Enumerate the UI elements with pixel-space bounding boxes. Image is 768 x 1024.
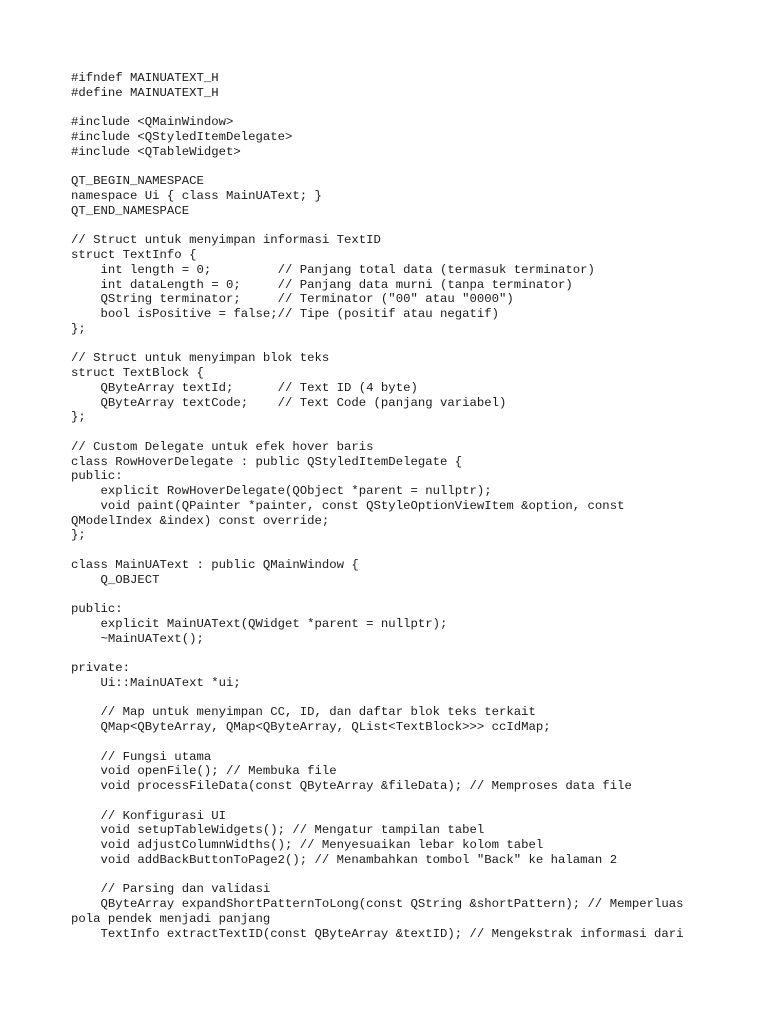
- code-line: void addBackButtonToPage2(); // Menambahkan tombol "Back" ke halaman 2: [71, 852, 618, 867]
- code-line: [71, 646, 751, 661]
- code-line: explicit MainUAText(QWidget *parent = nullptr);: [71, 616, 448, 631]
- code-line: QByteArray textCode; // Text Code (panjang variabel): [71, 395, 507, 410]
- code-line: namespace Ui { class MainUAText; }: [71, 189, 322, 203]
- code-line: [71, 160, 751, 175]
- code-line: pola pendek menjadi panjang: [71, 911, 271, 926]
- code-line: QMap<QByteArray, QMap<QByteArray, QList<TextBlock>>> ccIdMap;: [71, 720, 551, 734]
- code-line: #ifndef MAINUATEXT_H: [71, 71, 219, 85]
- code-line: QString terminator; // Terminator ("00" atau "0000"): [71, 292, 514, 307]
- code-line: private:: [71, 661, 131, 675]
- code-line: ~MainUAText();: [71, 631, 204, 646]
- code-line: // Custom Delegate untuk efek hover baris: [71, 439, 374, 454]
- source-code-listing: [71, 71, 751, 941]
- code-line: Ui::MainUAText *ui;: [71, 675, 241, 690]
- code-line: #define MAINUATEXT_H: [71, 85, 219, 100]
- code-line: QByteArray expandShortPatternToLong(const QString &shortPattern); // Memperluas: [71, 897, 684, 911]
- code-line: int dataLength = 0; // Panjang data murni (tanpa terminator): [71, 277, 573, 292]
- code-line: void paint(QPainter *painter, const QStyleOptionViewItem &option, const: [71, 498, 625, 513]
- code-line: QByteArray textId; // Text ID (4 byte): [71, 380, 418, 395]
- code-line: void processFileData(const QByteArray &fileData); // Memproses data file: [71, 779, 632, 793]
- code-line: [71, 691, 751, 706]
- code-line: [71, 868, 751, 883]
- code-line: [71, 101, 751, 116]
- code-line: #include <QMainWindow>: [71, 115, 234, 130]
- code-line: void setupTableWidgets(); // Mengatur tampilan tabel: [71, 823, 485, 838]
- code-line: [71, 794, 751, 809]
- code-line: [71, 735, 751, 750]
- code-line: };: [71, 528, 86, 543]
- code-line: // Parsing dan validasi: [71, 882, 271, 897]
- code-line: bool isPositive = false;// Tipe (positif atau negatif): [71, 307, 500, 321]
- code-line: explicit RowHoverDelegate(QObject *parent = nullptr);: [71, 484, 492, 498]
- code-line: // Map untuk menyimpan CC, ID, dan daftar blok teks terkait: [71, 705, 536, 720]
- code-line: TextInfo extractTextID(const QByteArray &textID); // Mengekstrak informasi dari: [71, 926, 684, 941]
- code-line: [71, 587, 751, 602]
- code-line: // Struct untuk menyimpan blok teks: [71, 351, 330, 366]
- code-line: #include <QTableWidget>: [71, 144, 241, 159]
- code-line: QModelIndex &index) const override;: [71, 513, 330, 528]
- code-line: QT_BEGIN_NAMESPACE: [71, 174, 204, 189]
- code-line: [71, 337, 751, 352]
- code-line: // Struct untuk menyimpan informasi TextID: [71, 233, 381, 248]
- code-line: // Konfigurasi UI: [71, 808, 226, 823]
- code-line: void adjustColumnWidths(); // Menyesuaikan lebar kolom tabel: [71, 838, 544, 852]
- code-line: public:: [71, 602, 123, 616]
- code-line: [71, 543, 751, 558]
- code-line: Q_OBJECT: [71, 572, 160, 587]
- code-line: struct TextInfo {: [71, 248, 197, 262]
- code-line: QT_END_NAMESPACE: [71, 203, 190, 218]
- code-line: public:: [71, 469, 123, 484]
- code-line: [71, 425, 751, 440]
- code-line: class RowHoverDelegate : public QStyledItemDelegate {: [71, 454, 463, 469]
- code-line: };: [71, 321, 86, 336]
- code-line: class MainUAText : public QMainWindow {: [71, 557, 359, 572]
- code-line: int length = 0; // Panjang total data (termasuk terminator): [71, 262, 595, 277]
- code-line: // Fungsi utama: [71, 749, 212, 764]
- code-line: #include <QStyledItemDelegate>: [71, 130, 293, 144]
- code-line: };: [71, 410, 86, 425]
- code-line: void openFile(); // Membuka file: [71, 764, 337, 779]
- code-line: struct TextBlock {: [71, 366, 204, 380]
- code-line: [71, 219, 751, 234]
